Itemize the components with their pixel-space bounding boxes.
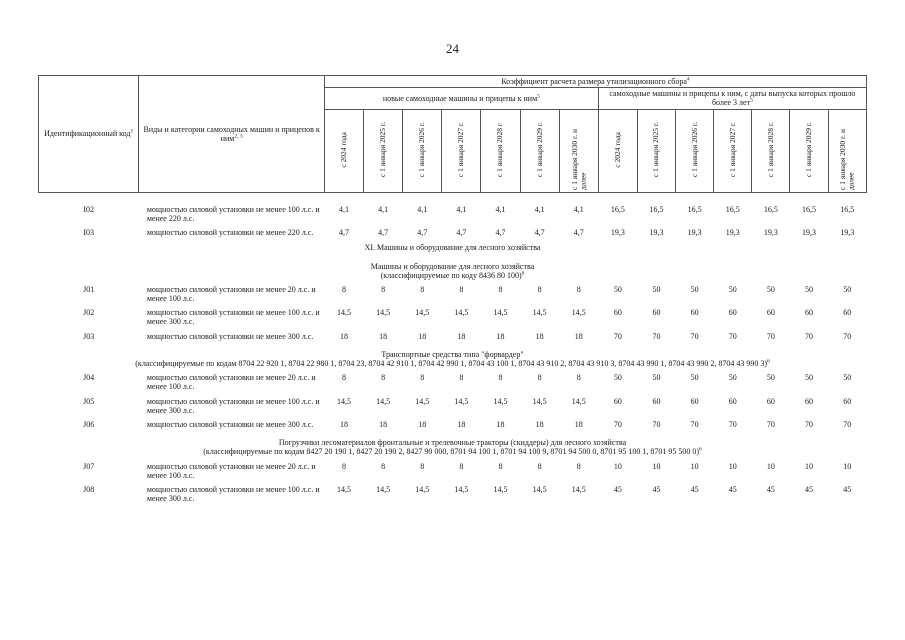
coefficient-cell-old-1: 19,3 xyxy=(610,228,625,238)
year-column-new-6: с 1 января 2029 г. xyxy=(520,109,559,192)
subsection-codes: (классифицируемые по кодам 8427 20 190 1, 8427 20 190 2, 8427 90 000, 8701 94 100 1, 8701 94 100 9, 8701 94 500 0, 8701 95 100 1, 8701 95 500 0)$^6$ xyxy=(203,446,702,457)
coefficient-cell-old-5: 50 xyxy=(766,284,775,294)
coefficient-cell-new-5: 14,5 xyxy=(493,396,508,406)
row-code: J01 xyxy=(83,284,95,294)
row-code: J05 xyxy=(83,396,95,406)
coefficient-cell-old-3: 60 xyxy=(690,396,699,406)
year-column-new-3: с 1 января 2026 г. xyxy=(403,109,442,192)
footnote-mark: 6 xyxy=(766,358,770,365)
coefficient-cell-old-7: 16,5 xyxy=(840,204,855,214)
coefficient-cell-old-3: 70 xyxy=(690,419,699,429)
subsection-heading xyxy=(39,255,867,282)
subsection-heading xyxy=(39,431,867,458)
coefficient-cell-old-4: 45 xyxy=(728,484,737,494)
coefficient-cell-old-4: 60 xyxy=(728,396,737,406)
coefficient-cell-old-7: 70 xyxy=(843,419,852,429)
row-code: I02 xyxy=(83,204,94,214)
new-machines-header: новые самоходные машины и прицепы к ним$^5$ xyxy=(324,88,598,109)
section-heading: XI. Машины и оборудование для лесного хозяйства xyxy=(364,243,541,253)
coefficient-cell-new-7: 4,1 xyxy=(573,204,584,214)
coefficient-cell-old-6: 16,5 xyxy=(802,204,817,214)
table-row xyxy=(39,459,867,482)
coefficient-cell-old-7: 19,3 xyxy=(840,228,855,238)
coefficient-cell-old-5: 60 xyxy=(766,308,775,318)
row-code: J07 xyxy=(83,461,95,471)
coefficient-cell-new-1: 8 xyxy=(342,373,347,383)
coefficient-cell-new-3: 4,7 xyxy=(417,228,428,238)
coefficient-cell-new-1: 4,7 xyxy=(339,228,350,238)
year-column-new-5: с 1 января 2028 г xyxy=(481,109,520,192)
year-column-old-3: с 1 января 2026 г. xyxy=(676,109,714,192)
row-code: I03 xyxy=(83,228,94,238)
coefficient-cell-new-7: 18 xyxy=(574,419,583,429)
coefficient-cell-old-2: 19,3 xyxy=(649,228,664,238)
subsection-codes: (классифицируемые по коду 8436 80 100)$^6$ xyxy=(380,270,525,280)
coefficient-cell-old-7: 70 xyxy=(843,331,852,341)
table-row xyxy=(39,370,867,393)
coefficient-cell-new-6: 8 xyxy=(537,461,542,471)
kinds-header: Виды и категории самоходных машин и прицепов к ним$^{2, 3}$ xyxy=(139,76,325,193)
row-description: мощностью силовой установки не менее 20 л.с. и менее 100 л.с. xyxy=(146,373,316,392)
year-column-old-2: с 1 января 2025 г. xyxy=(637,109,675,192)
coefficient-cell-new-4: 14,5 xyxy=(454,308,469,318)
coefficient-cell-old-4: 10 xyxy=(728,461,737,471)
coefficient-cell-old-1: 70 xyxy=(613,331,622,341)
coefficient-cell-new-2: 8 xyxy=(381,373,386,383)
coefficient-cell-old-4: 19,3 xyxy=(725,228,740,238)
coefficient-cell-old-7: 50 xyxy=(843,373,852,383)
coefficient-cell-new-3: 8 xyxy=(420,284,425,294)
coefficient-cell-new-5: 14,5 xyxy=(493,308,508,318)
coefficient-cell-new-5: 14,5 xyxy=(493,484,508,494)
year-column-new-7: с 1 января 2030 г. и далее xyxy=(559,109,598,192)
subsection-title: Транспортные средства типа "форвардер" xyxy=(381,349,524,359)
coefficient-cell-new-7: 14,5 xyxy=(571,308,586,318)
coefficient-cell-old-2: 60 xyxy=(652,308,661,318)
table-header xyxy=(39,76,867,193)
coefficient-cell-old-2: 16,5 xyxy=(649,204,664,214)
coefficient-cell-new-4: 8 xyxy=(459,373,464,383)
coefficient-cell-new-6: 8 xyxy=(537,284,542,294)
coefficient-cell-old-2: 10 xyxy=(652,461,661,471)
coefficient-cell-new-6: 4,7 xyxy=(534,228,545,238)
row-description: мощностью силовой установки не менее 20 л.с. и менее 100 л.с. xyxy=(146,284,316,304)
coefficient-cell-new-7: 4,7 xyxy=(573,228,584,238)
coefficient-cell-new-4: 14,5 xyxy=(454,484,469,494)
coefficient-cell-new-3: 14,5 xyxy=(415,308,430,318)
row-description: мощностью силовой установки не менее 100 л.с. и менее 300 л.с. xyxy=(146,396,320,415)
coefficient-cell-old-1: 50 xyxy=(613,373,622,383)
coefficient-cell-new-5: 8 xyxy=(498,461,503,471)
coefficient-cell-new-4: 8 xyxy=(459,461,464,471)
coefficient-cell-old-1: 60 xyxy=(613,308,622,318)
coefficient-cell-old-5: 70 xyxy=(766,331,775,341)
footnote-mark: 6 xyxy=(521,270,525,277)
table-row xyxy=(39,305,867,328)
row-code: J04 xyxy=(83,373,95,383)
coefficient-cell-new-3: 18 xyxy=(418,419,427,429)
coefficient-table xyxy=(38,75,867,505)
coefficient-cell-old-7: 10 xyxy=(843,461,852,471)
table-row xyxy=(39,417,867,431)
coefficient-cell-old-4: 70 xyxy=(728,331,737,341)
coefficient-cell-old-7: 60 xyxy=(843,308,852,318)
coefficient-cell-new-1: 4,1 xyxy=(339,204,350,214)
coefficient-table-sheet xyxy=(38,75,867,505)
coefficient-cell-new-2: 4,7 xyxy=(378,228,389,238)
coefficient-cell-new-6: 18 xyxy=(535,419,544,429)
coefficient-cell-old-3: 50 xyxy=(690,373,699,383)
coefficient-cell-new-6: 4,1 xyxy=(534,204,545,214)
subsection-title: Погрузчики лесоматериалов фронтальные и трелевочные тракторы (скиддеры) для лесного хозяйства xyxy=(278,438,627,448)
coefficient-cell-new-3: 18 xyxy=(418,331,427,341)
coefficient-cell-new-3: 8 xyxy=(420,461,425,471)
coefficient-cell-old-5: 10 xyxy=(766,461,775,471)
coefficient-cell-new-5: 18 xyxy=(496,419,505,429)
coefficient-cell-new-2: 14,5 xyxy=(376,484,391,494)
coefficient-cell-new-3: 4,1 xyxy=(417,204,428,214)
coefficient-cell-old-6: 19,3 xyxy=(802,228,817,238)
row-code: J06 xyxy=(83,419,95,429)
coefficient-cell-new-1: 14,5 xyxy=(337,308,352,318)
coefficient-cell-new-5: 8 xyxy=(498,373,503,383)
coefficient-cell-old-4: 16,5 xyxy=(725,204,740,214)
coefficient-cell-old-5: 50 xyxy=(766,373,775,383)
coefficient-cell-old-7: 45 xyxy=(843,484,852,494)
coefficient-cell-old-4: 60 xyxy=(728,308,737,318)
coefficient-cell-old-2: 50 xyxy=(652,373,661,383)
coefficient-cell-new-2: 18 xyxy=(379,419,388,429)
coefficient-cell-old-5: 45 xyxy=(766,484,775,494)
coefficient-cell-new-2: 8 xyxy=(381,284,386,294)
coefficient-cell-new-5: 8 xyxy=(498,284,503,294)
row-description: мощностью силовой установки не менее 220 л.с. xyxy=(146,228,314,238)
footnote-mark: 6 xyxy=(698,446,702,453)
coefficient-cell-old-1: 16,5 xyxy=(610,204,625,214)
subsection-heading-row xyxy=(39,431,867,458)
page-number: 24 xyxy=(446,41,459,56)
table-row xyxy=(39,482,867,505)
coefficient-cell-new-6: 8 xyxy=(537,373,542,383)
coefficient-cell-old-7: 50 xyxy=(843,284,852,294)
coefficient-cell-old-3: 10 xyxy=(690,461,699,471)
row-code: J08 xyxy=(83,484,95,494)
subsection-heading xyxy=(39,343,867,370)
coefficient-cell-old-4: 50 xyxy=(728,373,737,383)
coefficient-cell-new-2: 18 xyxy=(379,331,388,341)
table-row xyxy=(39,225,867,239)
coefficient-cell-new-1: 8 xyxy=(342,461,347,471)
table-row xyxy=(39,192,867,225)
coefficient-cell-new-3: 14,5 xyxy=(415,484,430,494)
coefficient-cell-new-7: 18 xyxy=(574,331,583,341)
old-machines-header: самоходные машины и прицепы к ним, с даты выпуска которых прошло более 3 лет$^5$ xyxy=(598,88,866,109)
coefficient-cell-new-1: 8 xyxy=(342,284,347,294)
coefficient-cell-new-1: 14,5 xyxy=(337,484,352,494)
coefficient-cell-old-6: 45 xyxy=(805,484,814,494)
coefficient-cell-new-3: 8 xyxy=(420,373,425,383)
coefficient-cell-old-6: 60 xyxy=(805,308,814,318)
table-body xyxy=(39,192,867,505)
coefficient-cell-new-7: 14,5 xyxy=(571,396,586,406)
coefficient-cell-new-6: 18 xyxy=(535,331,544,341)
coefficient-cell-old-3: 60 xyxy=(690,308,699,318)
coefficient-cell-new-4: 18 xyxy=(457,419,466,429)
coefficient-cell-old-6: 70 xyxy=(805,331,814,341)
coefficient-cell-old-1: 50 xyxy=(613,284,622,294)
subsection-codes: (классифицируемые по кодам 8704 22 920 1, 8704 22 980 1, 8704 23, 8704 42 910 1, 8704 42 990 1, 8704 43 100 1, 8704 43 910 2, 8704 43 910 3, 8704 43 990 1, 8704 43 990 2, 8704 43 990 3)$^6$ xyxy=(135,358,770,368)
coefficient-cell-new-5: 4,1 xyxy=(495,204,506,214)
year-column-new-4: с 1 января 2027 г. xyxy=(442,109,481,192)
coefficient-cell-old-1: 45 xyxy=(613,484,622,494)
id-code-header: Идентификационный код$^1$ xyxy=(39,76,139,193)
coefficient-cell-old-6: 50 xyxy=(805,373,814,383)
row-code: J02 xyxy=(83,308,95,318)
row-code: J03 xyxy=(83,331,95,341)
row-description: мощностью силовой установки не менее 300 л.с. xyxy=(146,419,314,429)
row-description: мощностью силовой установки не менее 20 л.с. и менее 100 л.с. xyxy=(146,461,316,480)
coefficient-cell-old-7: 60 xyxy=(843,396,852,406)
coefficient-cell-old-6: 60 xyxy=(805,396,814,406)
coefficient-cell-old-6: 50 xyxy=(805,284,814,294)
coefficient-cell-old-6: 70 xyxy=(805,419,814,429)
coefficient-cell-new-2: 8 xyxy=(381,461,386,471)
row-description: мощностью силовой установки не менее 300 л.с. xyxy=(146,331,314,341)
section-heading-row xyxy=(39,239,867,254)
row-description: мощностью силовой установки не менее 100 л.с. и менее 220 л.с. xyxy=(146,204,320,223)
table-row xyxy=(39,282,867,305)
coefficient-cell-new-7: 14,5 xyxy=(571,484,586,494)
coefficient-cell-old-2: 50 xyxy=(652,284,661,294)
coefficient-cell-old-2: 70 xyxy=(652,331,661,341)
subsection-heading-row xyxy=(39,343,867,370)
year-column-old-1: с 2024 года xyxy=(598,109,637,192)
coefficient-cell-old-2: 60 xyxy=(652,396,661,406)
year-column-old-5: с 1 января 2028 г. xyxy=(752,109,790,192)
coefficient-cell-old-4: 70 xyxy=(728,419,737,429)
table-row xyxy=(39,394,867,417)
year-column-old-6: с 1 января 2029 г. xyxy=(790,109,828,192)
coefficient-cell-new-4: 14,5 xyxy=(454,396,469,406)
coefficient-cell-old-2: 70 xyxy=(652,419,661,429)
coefficient-cell-old-1: 60 xyxy=(613,396,622,406)
coefficient-cell-old-3: 70 xyxy=(690,331,699,341)
coefficient-cell-new-6: 14,5 xyxy=(532,396,547,406)
coefficient-cell-new-7: 8 xyxy=(576,284,581,294)
year-column-old-7: с 1 января 2030 г. и далее xyxy=(828,109,866,192)
coefficient-cell-old-6: 10 xyxy=(805,461,814,471)
coefficient-header: Коэффициент расчета размера утилизационного сбора$^4$ xyxy=(324,76,866,88)
coefficient-cell-new-5: 18 xyxy=(496,331,505,341)
coefficient-cell-old-4: 50 xyxy=(728,284,737,294)
coefficient-cell-old-3: 19,3 xyxy=(687,228,702,238)
coefficient-cell-old-5: 70 xyxy=(766,419,775,429)
table-row xyxy=(39,329,867,343)
year-column-new-2: с 1 января 2025 г. xyxy=(364,109,403,192)
subsection-heading-row xyxy=(39,255,867,282)
coefficient-cell-old-3: 45 xyxy=(690,484,699,494)
coefficient-cell-new-7: 8 xyxy=(576,373,581,383)
coefficient-cell-new-2: 14,5 xyxy=(376,396,391,406)
coefficient-cell-old-3: 16,5 xyxy=(687,204,702,214)
coefficient-cell-new-4: 8 xyxy=(459,284,464,294)
coefficient-cell-new-6: 14,5 xyxy=(532,484,547,494)
coefficient-cell-new-2: 14,5 xyxy=(376,308,391,318)
coefficient-cell-new-3: 14,5 xyxy=(415,396,430,406)
coefficient-cell-old-5: 16,5 xyxy=(763,204,778,214)
coefficient-cell-new-4: 4,1 xyxy=(456,204,467,214)
coefficient-cell-new-1: 18 xyxy=(340,419,349,429)
coefficient-cell-new-6: 14,5 xyxy=(532,308,547,318)
coefficient-cell-old-3: 50 xyxy=(690,284,699,294)
coefficient-cell-old-1: 70 xyxy=(613,419,622,429)
coefficient-cell-new-4: 4,7 xyxy=(456,228,467,238)
row-description: мощностью силовой установки не менее 100 л.с. и менее 300 л.с. xyxy=(146,308,320,327)
coefficient-cell-new-7: 8 xyxy=(576,461,581,471)
coefficient-cell-new-5: 4,7 xyxy=(495,228,506,238)
year-column-new-1: с 2024 года xyxy=(324,109,363,192)
row-description: мощностью силовой установки не менее 100 л.с. и менее 300 л.с. xyxy=(146,484,320,504)
year-column-old-4: с 1 января 2027 г. xyxy=(714,109,752,192)
coefficient-cell-new-2: 4,1 xyxy=(378,204,389,214)
coefficient-cell-new-1: 14,5 xyxy=(337,396,352,406)
coefficient-cell-old-5: 60 xyxy=(766,396,775,406)
coefficient-cell-new-4: 18 xyxy=(457,331,466,341)
subsection-title: Машины и оборудование для лесного хозяйства xyxy=(370,261,535,271)
coefficient-cell-old-5: 19,3 xyxy=(763,228,778,238)
coefficient-cell-old-1: 10 xyxy=(613,461,622,471)
coefficient-cell-old-2: 45 xyxy=(652,484,661,494)
coefficient-cell-new-1: 18 xyxy=(340,331,349,341)
